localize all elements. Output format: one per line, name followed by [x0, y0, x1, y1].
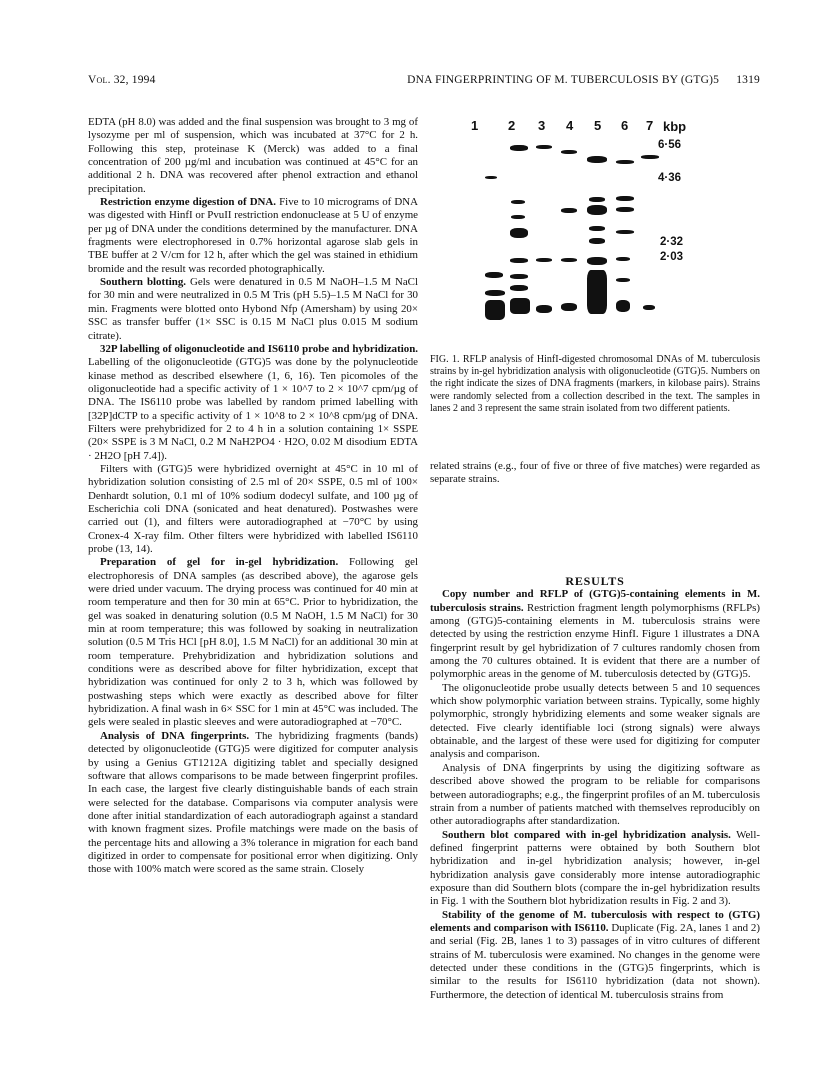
text-labelling: Labelling of the oligonucleotide (GTG)5 was done by the polynucleotide kinase method as described elsewhere (1, 6, 16). Ten picomoles of the oligonucleotide had a specific activity of 1 × 10^7 to 2 × 10^7 cpm/µg of DNA. The IS6110 probe was labelled by random primed labelling with [32P]dCTP to a specific activity of 1 × 10^8 to 2 × 10^8 cpm/µg of DNA. Filters were prehybridized for 2 to 4 h in a solution containing 1× SSPE (20× SSPE is 3 M NaCl, 0.2 M NaH2PO4 · H2O, 0.02 M disodium EDTA · 2H2O [pH 7.4]). [88, 356, 418, 462]
related-strains-text: related strains (e.g., four of five or three of five matches) were regarded as separate strains. [430, 460, 760, 486]
text-stability: Duplicate (Fig. 2A, lanes 1 and 2) and serial (Fig. 2B, lanes 1 to 3) passages of in vitro cultures of different strains of M. tuberculosis were examined. No changes in the genome were detected under these conditions in the (GTG)5 fingerprints, which is similar to the results for IS6110 hybridization (data not shown). Furthermore, the detection of identical M. tuberculosis strains from [430, 921, 760, 1001]
gel-band [587, 257, 607, 265]
heading-southern-blotting: Southern blotting. [100, 276, 186, 289]
gel-band [485, 176, 497, 179]
text-southern-vs-ingel: Well-defined fingerprint patterns were obtained by both Southern blot hybridization and in-gel hybridization analysis; however, in-gel hybridization analysis gave considerably more intense autoradiographic exposure than did Southern blots (compare the in-gel hybridization results in Fig. 1 with the Southern blot hybridization results in Fig. 2 and 3). [430, 828, 760, 908]
gel-band [510, 145, 528, 151]
gel-band [561, 150, 577, 154]
right-column [430, 575, 760, 1002]
paragraph-southern-blotting [88, 276, 418, 343]
lane-label-3: 3 [538, 118, 546, 133]
gel-band [511, 200, 525, 204]
heading-southern-vs-ingel: Southern blot compared with in-gel hybridization analysis. [442, 828, 731, 841]
heading-labelling: 32P labelling of oligonucleotide and IS6110 probe and hybridization. [100, 342, 418, 355]
paragraph-analysis [88, 730, 418, 877]
heading-copy-number: Copy number and RFLP of (GTG)5-containing elements in M. tuberculosis strains. [430, 588, 760, 614]
heading-stability: Stability of the genome of M. tuberculosis with respect to (GTG) elements and comparison with IS6110. [430, 908, 760, 934]
gel-band [510, 258, 528, 263]
gel-band [616, 196, 634, 201]
gel-band [589, 238, 605, 244]
gel-band [510, 285, 528, 291]
lane-label-2: 2 [508, 118, 516, 133]
gel-band [643, 305, 655, 310]
gel-figure [463, 112, 693, 347]
paragraph-lysozyme: EDTA (pH 8.0) was added and the final suspension was brought to 3 mg of lysozyme per ml of suspension, which was incubated at 37°C for 2 h. Following this step, proteinase K (Merck) was added to a final concentration of 200 µg/ml and incubation was continued at 45°C for an additional 2 h. DNA was recovered after phenol extraction and ethanol precipitation. [88, 116, 418, 195]
lane-label-4: 4 [566, 118, 574, 133]
gel-band [561, 258, 577, 262]
left-column [88, 116, 418, 877]
gel-band [561, 208, 577, 213]
gel-band [510, 274, 528, 279]
text-copy-number: Restriction fragment length polymorphisms (RFLPs) among (GTG)5-containing elements in M. tuberculosis strains were detected by using the restriction enzyme HinfI. Figure 1 illustrates a DNA fingerprint result by gel hybridization of 7 cultures randomly chosen from among the 70 cultures obtained. It is evident that there are a number of polymorphic areas in the genome of M. tuberculosis detected by (GTG)5. [430, 601, 760, 681]
gel-band [641, 155, 659, 159]
paragraph-filters: Filters with (GTG)5 were hybridized overnight at 45°C in 10 ml of hybridization solution consisting of 2.5 ml of 20× SSPE, 0.5 ml of 100× Denhardt solution, 0.1 ml of 10% sodium dodecyl sulfate, and 100 µg of Escherichia coli DNA (sonicated and heat denatured). Postwashes were carried out (1), and filters were autoradiographed at −70°C by using Cronex-4 X-ray film. Other filters were hybridized with labelled IS6110 probe (13, 14). [88, 462, 418, 555]
gel-band [511, 215, 525, 219]
results-heading: RESULTS [565, 574, 625, 588]
gel-band [485, 300, 505, 320]
gel-band [561, 303, 577, 311]
text-analysis: The hybridizing fragments (bands) detected by oligonucleotide (GTG)5 were digitized for computer analysis by using a Genius GT1212A digitizing tablet and specially designed software that allows comparisons to be made between fingerprint profiles. In each case, the largest five clearly distinguishable bands of each strain were selected for the database. Comparisons via computer analysis were done after initial standardization of each autoradiograph against a standard with known fragment sizes. Profile matchings were made on the basis of the percentage hits and allowing a 3% tolerance in migration for each band digitized in order to compensate for positional error when digitizing. Only those with 100% match were scored as the same strain. Closely [88, 729, 418, 876]
gel-band [616, 257, 630, 261]
volume-label: Vol. 32, 1994 [88, 74, 156, 86]
paragraph-restriction [88, 196, 418, 276]
marker-2-32: 2·32 [660, 236, 684, 248]
lane-label-1: 1 [471, 118, 479, 133]
gel-band [616, 207, 634, 212]
paragraph-southern-vs-ingel [430, 829, 760, 909]
running-title: DNA FINGERPRINTING OF M. TUBERCULOSIS BY (GTG)5 [407, 74, 720, 86]
gel-band [587, 205, 607, 215]
gel-band [616, 278, 630, 282]
caption-text: RFLP analysis of HinfI-digested chromosomal DNAs of M. tuberculosis strains by in-gel hybridization analysis with oligonucleotide (GTG)5. Numbers on the right indicate the sizes of DNA fragments (markers, in kilobase pairs). Strains were randomly selected from a collection described in the text. The samples in lanes 2 and 3 represent the same strain isolated from two different patients. [430, 354, 760, 414]
lane-label-6: 6 [621, 118, 629, 133]
gel-band [587, 270, 607, 314]
caption-label: FIG. 1. [430, 354, 460, 365]
heading-gel-prep: Preparation of gel for in-gel hybridization. [100, 556, 339, 569]
kbp-unit-label: kbp [663, 119, 687, 134]
gel-band [616, 230, 634, 234]
paragraph-copy-number [430, 588, 760, 681]
gel-band [536, 145, 552, 149]
lane-label-7: 7 [646, 118, 654, 133]
gel-band [589, 226, 605, 231]
paragraph-probe: The oligonucleotide probe usually detects between 5 and 10 sequences which show polymorphic variation between strains. Typically, some highly polymorphic, strongly hybridizing elements and some weaker signals are detected. Five clearly identifiable loci (strong signals) were always obtainable, and the largest of these were used for digitizing for computer analysis and comparison. [430, 681, 760, 761]
gel-band [616, 160, 634, 164]
gel-band [536, 258, 552, 262]
marker-2-03: 2·03 [660, 251, 684, 263]
header-right [407, 74, 760, 86]
gel-band [616, 300, 630, 312]
text-gel-prep: Following gel electrophoresis of DNA samples (as described above), the agarose gels were dried under vacuum. The drying process was continued for 40 min at room temperature and then for 30 min at 65°C. Prior to hybridization, the gel was soaked in denaturing solution (0.5 M NaOH, 1.5 M NaCl) for 30 min at room temperature; this was followed by soaking in neutralization solution (0.5 M Tris HCl [pH 8.0], 1.5 M NaCl) for an additional 30 min at room temperature. Prehybridization and hybridization solutions and conditions were as described above for filter hybridization, except that hybridization was continued for only 2 to 3 h, which was followed by postwashing steps which were exactly as described above for filter hybridization. A final wash in 6× SSC for 1 min at 45°C was included. The gels were sealed in plastic sleeves and were autoradiographed at −70°C. [88, 556, 418, 729]
gel-band [485, 272, 503, 278]
lane-label-5: 5 [594, 118, 602, 133]
gel-band [587, 156, 607, 163]
heading-analysis: Analysis of DNA fingerprints. [100, 729, 250, 742]
paragraph-stability [430, 909, 760, 1002]
text-southern-blotting: Gels were denatured in 0.5 M NaOH–1.5 M NaCl for 30 min and were neutralized in 0.5 M Tris (pH 5.5)–1.5 M NaCl for 30 min. Fragments were blotted onto Hybond Nfp (Amersham) by using 20× SSC as transfer buffer (1× SSC is 0.15 M NaCl plus 0.015 M sodium citrate). [88, 276, 418, 342]
page-number: 1319 [736, 74, 760, 86]
gel-band [510, 228, 528, 238]
running-header [88, 72, 760, 92]
gel-band [510, 298, 530, 314]
marker-4-36: 4·36 [658, 172, 682, 184]
gel-band [589, 197, 605, 202]
figure-caption [430, 354, 760, 415]
marker-6-56: 6·56 [658, 139, 682, 151]
text-restriction: Five to 10 micrograms of DNA was digested with HinfI or PvuII restriction endonuclease at 5 U of enzyme per µg of DNA under the conditions determined by the manufacturer. DNA fragments were electrophoresed in 0.7% horizontal agarose slab gels in TBE buffer at 2 V/cm for 12 h, after which the gel was stained in ethidium bromide and the result was recorded photographically. [88, 196, 418, 275]
gel-band [536, 305, 552, 313]
gel-band [485, 290, 505, 296]
paragraph-digitizing: Analysis of DNA fingerprints by using the digitizing software as described above showed the program to be reliable for comparisons between autoradiographs; e.g., the fingerprint profiles of an M. tuberculosis strain from a number of patients matched with themselves reproducibly on other autoradiographs after standardization. [430, 761, 760, 828]
paragraph-gel-prep [88, 556, 418, 729]
paragraph-labelling [88, 343, 418, 463]
heading-restriction: Restriction enzyme digestion of DNA. [100, 196, 277, 209]
